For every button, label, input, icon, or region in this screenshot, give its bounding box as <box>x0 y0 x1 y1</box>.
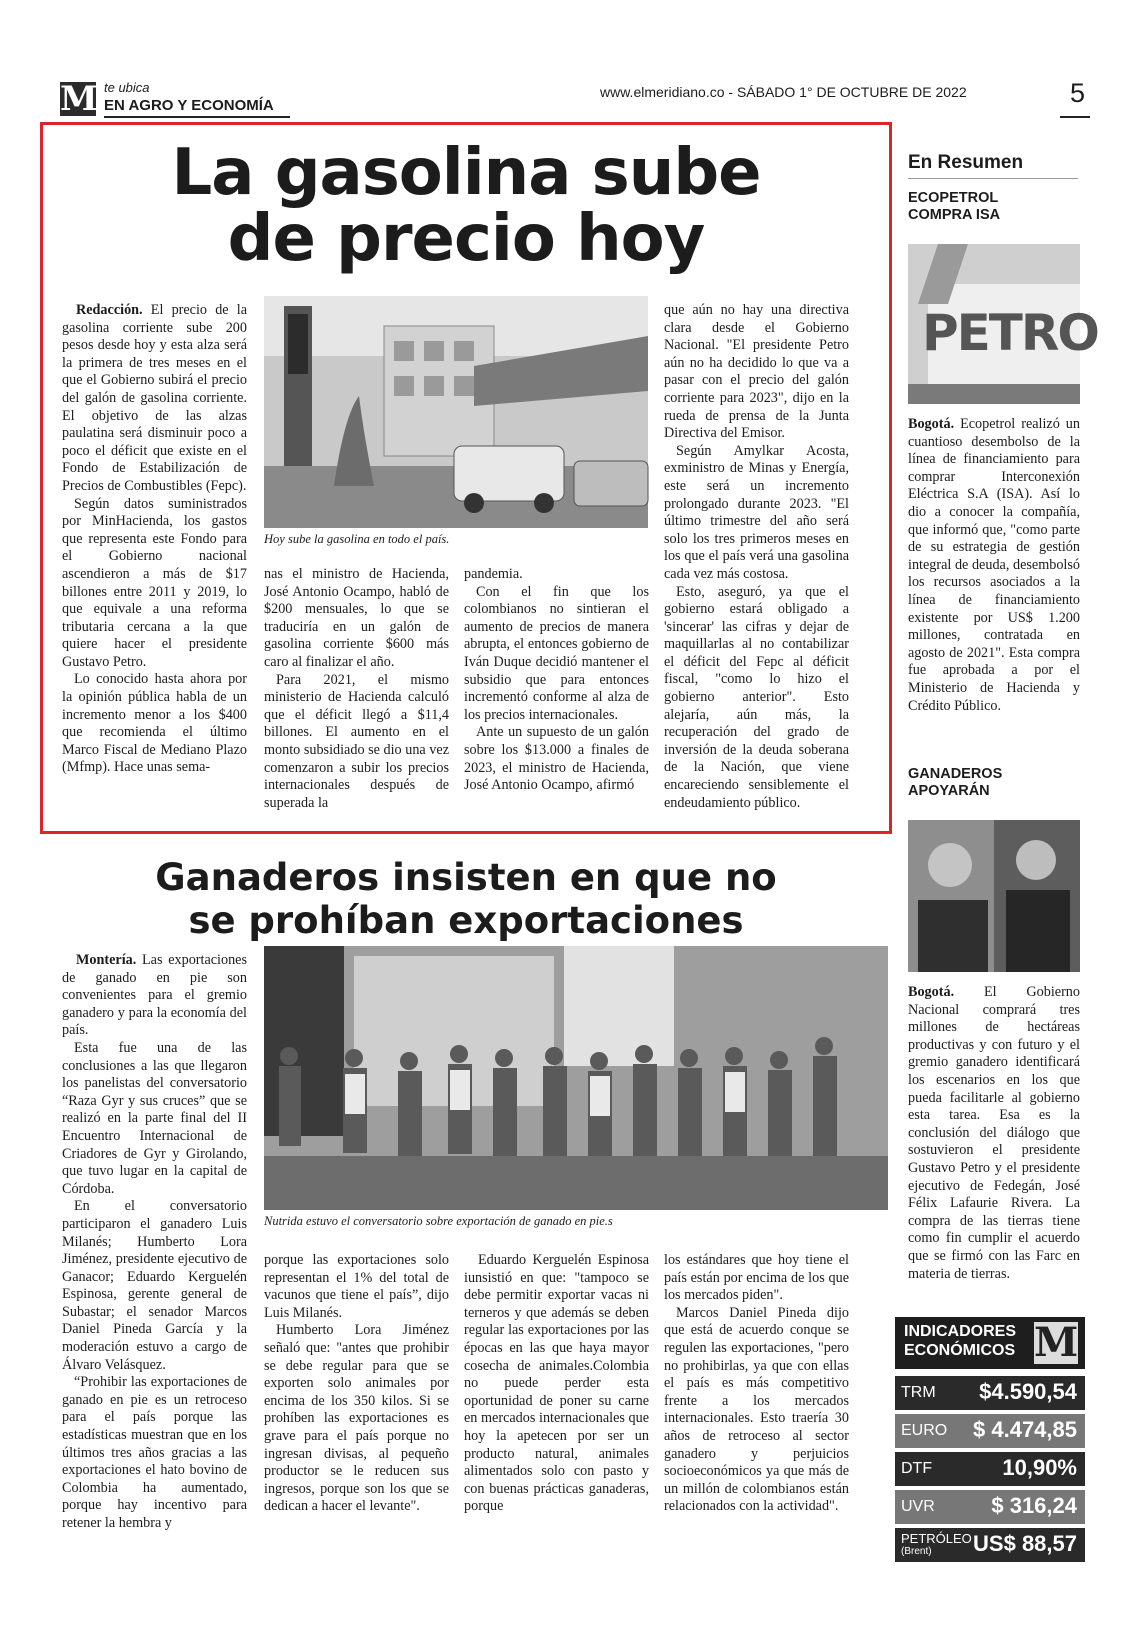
article1-paragraph: Para 2021, el mismo ministerio de Hacienda calculó que el déficit llegó a $11,4 billones. El aumento en el monto subsidiado se dio una vez comenzaron a subir los precios internacionales después de superada la <box>264 671 449 811</box>
article1-paragraph: nas el ministro de Hacienda, José Antonio Ocampo, habló de $200 mensuales, lo que se traduciría en un galón de gasolina corriente $600 más caro al finalizar el año. <box>264 566 449 670</box>
gas-station-photo <box>264 296 648 528</box>
two-men-illustration <box>908 820 1080 972</box>
indicator-value: US$ 88,57 <box>973 1531 1077 1556</box>
brief1-paragraph <box>908 416 1080 715</box>
paragraph-text: Las exportaciones de ganado en pie son convenientes para el gremio ganadero y para la economía del país. <box>62 952 247 1039</box>
article1-column-4 <box>664 302 849 812</box>
section-rule <box>104 116 290 118</box>
article2-paragraph: Eduardo Kerguelén Espinosa iunsistió en que: "tampoco se debe permitir exportar vacas ni terneros y que además se deben regular las exportaciones por las épocas en las que haya mayor cosecha de animales.Colombia no puede perder esta oportunidad de poner su carne en mercados internacionales que hoy la apetecen por ser un producto natural, animales alimentados solo con pasto y con buenas prácticas ganaderas, porque <box>464 1252 649 1515</box>
article2-headline-line2: se prohíban exportaciones <box>188 899 744 942</box>
brief1-heading-line2: COMPRA ISA <box>908 207 1001 223</box>
section-name: EN AGRO Y ECONOMÍA <box>104 97 274 114</box>
indicator-value: $ 4.474,85 <box>973 1417 1077 1442</box>
panel-group-illustration <box>264 946 888 1210</box>
brief1-body <box>908 416 1080 715</box>
article2-headline-line1: Ganaderos insisten en que no <box>155 856 777 899</box>
article1-headline <box>40 136 892 276</box>
brief2-heading <box>908 766 1002 800</box>
newspaper-logo: M <box>60 79 98 119</box>
article2-column-2 <box>264 1252 449 1516</box>
article2-headline <box>40 856 892 942</box>
indicators-title <box>904 1322 1016 1360</box>
indicator-label: DTF <box>901 1460 933 1477</box>
article1-headline-line1: La gasolina sube <box>171 136 761 210</box>
article1-paragraph: Según Amylkar Acosta, exministro de Minas y Energía, este será un incremento prolongado durante 2023. "El último trimestre del año será solo los tres primeros meses en los que el país verá una gasolina cada vez más costosa. <box>664 442 849 582</box>
article2-column-4 <box>664 1252 849 1516</box>
article1-paragraph: Esto, aseguró, ya que el gobierno estará obligado a 'sincerar' las cifras y dejar de maquillarlas al no contabilizar el déficit del Fepc al déficit fiscal, "como lo hizo el gobierno anterior". Esto alejaría, aún más, la recuperación del grado de inversión de la deuda soberana de la Nación, que viene encareciendo sensiblemente el endeudamiento público. <box>664 583 849 811</box>
article1-paragraph: Con el fin que los colombianos no sintieran el aumento de precios de manera abrupta, el entonces gobierno de Iván Duque decidió mantener el subsidio que para entonces incrementó conforme al alza de los precios internacionales. <box>464 583 649 723</box>
brief2-paragraph <box>908 984 1080 1283</box>
article1-paragraph: Ante un supuesto de un galón sobre los $13.000 a finales de 2023, el ministro de Hacienda, José Antonio Ocampo, afirmó <box>464 724 649 794</box>
article1-column-1 <box>62 302 247 777</box>
indicator-value: 10,90% <box>1002 1455 1077 1480</box>
dateline: www.elmeridiano.co - SÁBADO 1° DE OCTUBRE DE 2022 <box>600 84 967 100</box>
dateline-lead: Redacción. <box>76 302 143 318</box>
ecopetrol-sign-photo <box>908 244 1098 404</box>
indicator-label: UVR <box>901 1498 935 1515</box>
article2-paragraph: porque las exportaciones solo representan el 1% del total de vacunos que tiene el país”, dijo Luis Milanés. <box>264 1252 449 1321</box>
article2-paragraph: los estándares que hoy tiene el país están por encima de los que los mercados piden". <box>664 1252 849 1304</box>
paragraph-text: El Gobierno Nacional comprará tres millones de hectáreas productivas y con futuro y el gremio ganadero identificará los escenarios en los que pueda facilitarle al gobierno esta tarea. Esa es la conclusión del diálogo que sostuvieron el presidente Gustavo Petro y el presidente ejecutivo de Fedegán, José Félix Lafaurie Rivera. La compra de las tierras tiene como fin cumplir el acuerdo que se firmó con las Farc en materia de tierras. <box>908 984 1080 1282</box>
article1-paragraph: que aún no hay una directiva clara desde el Gobierno Nacional. "El presidente Petro aún no ha decidido lo que va a pasar con el precio del galón corriente para 2023", dijo en la rueda de prensa de la Junta Directiva del Emisor. <box>664 302 849 442</box>
indicator-row <box>895 1376 1085 1410</box>
article1-photo-caption: Hoy sube la gasolina en todo el país. <box>264 532 450 546</box>
indicators-title-line1: INDICADORES <box>904 1323 1017 1340</box>
brief2-body <box>908 984 1080 1283</box>
article1-paragraph: Lo conocido hasta ahora por la opinión pública habla de un incremento menor a los $400 que recomienda el último Marco Fiscal de Mediano Plazo (Mfmp). Hace unas sema- <box>62 671 247 776</box>
sidebar-title: En Resumen <box>908 152 1024 173</box>
indicator-row <box>895 1490 1085 1524</box>
article2-paragraph: Marcos Daniel Pineda dijo que está de acuerdo conque se regulen las exportaciones, "pero no prohibirlas, ya que con ellas el país es más competitivo frente a los mercados internacionales. Esto traería 30 años de retroceso al sector ganadero y perjuicios socioeconómicos ya que más de un millón de colombianos están relacionados con la actividad". <box>664 1304 849 1515</box>
page-number: 5 <box>1070 78 1086 108</box>
indicator-label: EURO <box>901 1422 948 1439</box>
brief1-heading <box>908 190 1000 224</box>
gas-station-illustration <box>264 296 648 528</box>
article1-paragraph: Según datos suministrados por MinHacienda, los gastos que representa este Fondo para el Gobierno nacional ascendieron a más de $17 billones entre 2011 y 2019, lo que equivale a una reforma tributaria cercana a la que quiere hacer el presidente Gustavo Petro. <box>62 495 247 670</box>
brief1-heading-line1: ECOPETROL <box>908 190 999 206</box>
indicator-value: $ 316,24 <box>991 1493 1077 1518</box>
article2-paragraph: “Prohibir las exportaciones de ganado en pie es un retroceso para el país porque las estadísticas muestran que en los últimos tres años gracias a las exportaciones el hato bovino de Colombia ha aumentado, porque hay incentivo para retener la hembra y <box>62 1374 247 1531</box>
dateline-lead: Bogotá. <box>908 416 955 432</box>
indicators-title-line2: ECONÓMICOS <box>904 1342 1016 1359</box>
article2-paragraph: Esta fue una de las conclusiones a las que llegaron los panelistas del conversatorio “Raza Gyr y sus cruces” que se realizó en la parte final del II Encuentro Internacional de Criadores de Gyr y Girolando, que tuvo lugar en la capital de Córdoba. <box>62 1039 247 1197</box>
article2-paragraph: Humberto Lora Jiménez señaló que: "antes que prohibir se debe regular para que se exporten solo animales por encima de los 350 kilos. Si se prohíben las exportaciones es grave para el país porque no ingresan divisas, al pequeño productor se le reducen sus ingresos, porque son los que se dedican a hacer el levante". <box>264 1322 449 1515</box>
section-kicker: te ubica <box>104 80 150 95</box>
paragraph-text: Ecopetrol realizó un cuantioso desembolso de la línea de financiamiento para comprar Interconexión Eléctrica S.A (ISA). Así lo dio a conocer la compañía, que informó que, "como parte de su estrategia de gestión integral de deuda, desembolsó los recursos asociados a la línea de financiamiento existente por US$ 1.200 millones, contratada en agosto de 2021". Esta compra fue aprobada a por el Ministerio de Hacienda y Crédito Público. <box>908 416 1080 714</box>
page-number-rule <box>1060 116 1090 118</box>
article2-column-3 <box>464 1252 649 1516</box>
indicator-row <box>895 1452 1085 1486</box>
paragraph-text: El precio de la gasolina corriente sube 200 pesos desde hoy y esta alza será la primera de tres meses en el que el Gobierno subirá el precio del galón de gasolina corriente. El objetivo de las alzas paulatina será disminuir poco a poco el déficit que existe en el Fondo de Estabilización de Precios de Combustibles (Fepc). <box>62 302 247 494</box>
indicator-row <box>895 1414 1085 1448</box>
article2-photo-caption: Nutrida estuvo el conversatorio sobre exportación de ganado en pie.s <box>264 1214 613 1228</box>
dateline-lead: Montería. <box>76 952 137 968</box>
indicator-value: $4.590,54 <box>979 1379 1077 1404</box>
indicator-label: PETRÓLEO (Brent) <box>901 1531 972 1557</box>
article1-headline-line2: de precio hoy <box>227 202 705 276</box>
brief2-heading-line2: APOYARÁN <box>908 783 990 799</box>
article2-paragraph <box>62 952 247 1040</box>
brief2-heading-line1: GANADEROS <box>908 766 1003 782</box>
indicator-label: TRM <box>901 1384 936 1401</box>
petro-sign-text: PETRO <box>922 304 1098 362</box>
dateline-lead: Bogotá. <box>908 984 955 1000</box>
article1-paragraph <box>62 302 247 496</box>
article1-paragraph: pandemia. <box>464 566 523 582</box>
article2-paragraph: En el conversatorio participaron el ganadero Luis Milanés; Humberto Lora Jiménez, presidente ejecutivo de Ganacor; Eduardo Kerguelén Espinosa, gerente general de Subastar; el senador Marcos Daniel Pineda García y la moderación estuvo a cargo de Álvaro Velásquez. <box>62 1198 247 1373</box>
article2-column-1 <box>62 952 247 1533</box>
indicators-logo: M <box>1034 1319 1079 1366</box>
indicator-row <box>895 1528 1085 1562</box>
panel-discussion-photo <box>264 946 888 1210</box>
petro-lafaurie-photo <box>908 820 1080 972</box>
article1-column-3 <box>464 566 649 795</box>
indicator-sublabel: (Brent) <box>901 1546 932 1557</box>
article1-column-2 <box>264 566 449 812</box>
sidebar-rule <box>908 178 1078 179</box>
